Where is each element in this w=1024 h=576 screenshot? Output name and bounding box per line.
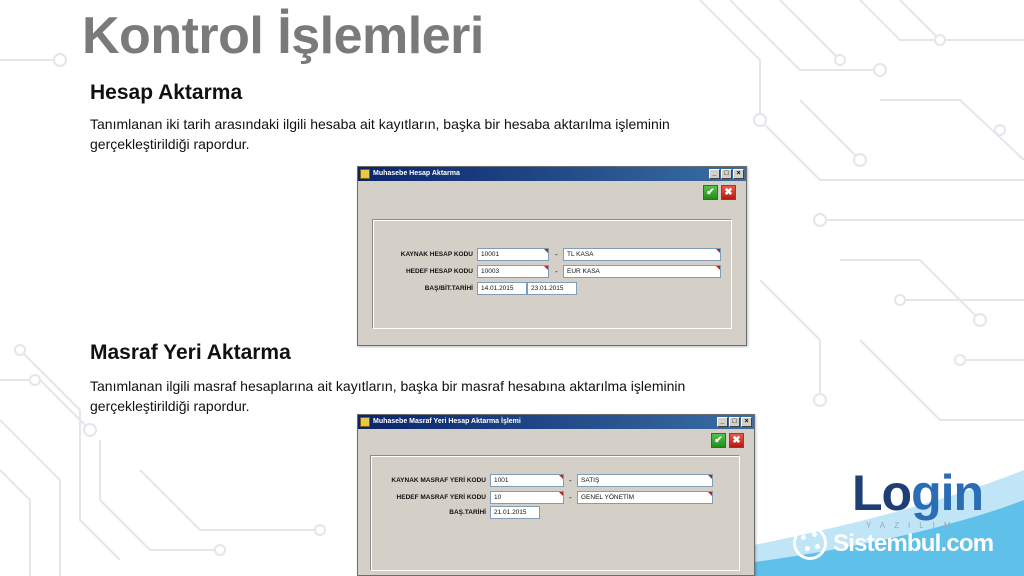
app-icon xyxy=(360,417,370,427)
target-cost-center-code-input[interactable]: 10 xyxy=(490,491,564,504)
app-icon xyxy=(360,169,370,179)
separator: - xyxy=(555,250,558,259)
start-date-label: BAŞ.TARİHİ xyxy=(449,509,486,516)
window-titlebar[interactable] xyxy=(358,167,746,181)
source-account-name-input[interactable]: TL KASA xyxy=(563,248,721,261)
source-account-code-input[interactable]: 10001 xyxy=(477,248,549,261)
target-cost-center-name-input[interactable]: GENEL YÖNETİM xyxy=(577,491,713,504)
end-date-input[interactable]: 23.01.2015 xyxy=(527,282,577,295)
masraf-yeri-aktarma-window xyxy=(357,414,755,576)
separator: - xyxy=(569,476,572,485)
source-cost-center-code-input[interactable]: 1001 xyxy=(490,474,564,487)
maximize-button[interactable]: □ xyxy=(729,417,740,427)
section-description-masraf-yeri-aktarma: Tanımlanan ilgili masraf hesaplarına ait kayıtların, başka bir masraf hesabına aktarılma işleminin gerçekleştirildiği rapordur. xyxy=(90,378,686,414)
maximize-button[interactable]: □ xyxy=(721,169,732,179)
x-icon: ✖ xyxy=(724,187,733,198)
confirm-button[interactable] xyxy=(711,433,726,448)
target-account-code-input[interactable]: 10003 xyxy=(477,265,549,278)
section-heading-masraf-yeri-aktarma: Masraf Yeri Aktarma xyxy=(90,341,291,364)
minimize-button[interactable]: _ xyxy=(717,417,728,427)
form-panel xyxy=(370,455,740,571)
cancel-button[interactable] xyxy=(721,185,736,200)
hesap-aktarma-window xyxy=(357,166,747,346)
source-cost-center-label: KAYNAK MASRAF YERİ KODU xyxy=(391,477,486,484)
close-button[interactable]: × xyxy=(741,417,752,427)
form-panel xyxy=(372,219,732,329)
x-icon: ✖ xyxy=(732,435,741,446)
section-description-hesap-aktarma: Tanımlanan iki tarih arasındaki ilgili hesaba ait kayıtların, başka bir hesaba aktarılma işleminin gerçekleştirildiği rapordur. xyxy=(90,116,670,152)
separator: - xyxy=(555,267,558,276)
confirm-button[interactable] xyxy=(703,185,718,200)
cancel-button[interactable] xyxy=(729,433,744,448)
close-button[interactable]: × xyxy=(733,169,744,179)
target-account-name-input[interactable]: EUR KASA xyxy=(563,265,721,278)
window-titlebar[interactable] xyxy=(358,415,754,429)
target-account-label: HEDEF HESAP KODU xyxy=(405,268,473,275)
login-logo-subtitle: YAZILIM xyxy=(866,521,960,530)
slide-title: Kontrol İşlemleri xyxy=(82,7,484,65)
sistembul-logo-text: Sistembul.com xyxy=(833,530,994,557)
date-range-label: BAŞ/BİT.TARİHİ xyxy=(424,285,473,292)
minimize-button[interactable]: _ xyxy=(709,169,720,179)
check-icon: ✔ xyxy=(706,187,715,198)
window-title: Muhasebe Masraf Yeri Hesap Aktarma İşlemi xyxy=(373,418,521,425)
source-account-label: KAYNAK HESAP KODU xyxy=(400,251,473,258)
start-date-input[interactable]: 21.01.2015 xyxy=(490,506,540,519)
login-logo: Login xyxy=(852,465,984,521)
sistembul-logo-icon xyxy=(793,526,827,560)
separator: - xyxy=(569,493,572,502)
check-icon: ✔ xyxy=(714,435,723,446)
source-cost-center-name-input[interactable]: SATIŞ xyxy=(577,474,713,487)
target-cost-center-label: HEDEF MASRAF YERİ KODU xyxy=(396,494,486,501)
start-date-input[interactable]: 14.01.2015 xyxy=(477,282,527,295)
window-title: Muhasebe Hesap Aktarma xyxy=(373,170,460,177)
section-heading-hesap-aktarma: Hesap Aktarma xyxy=(90,81,243,104)
